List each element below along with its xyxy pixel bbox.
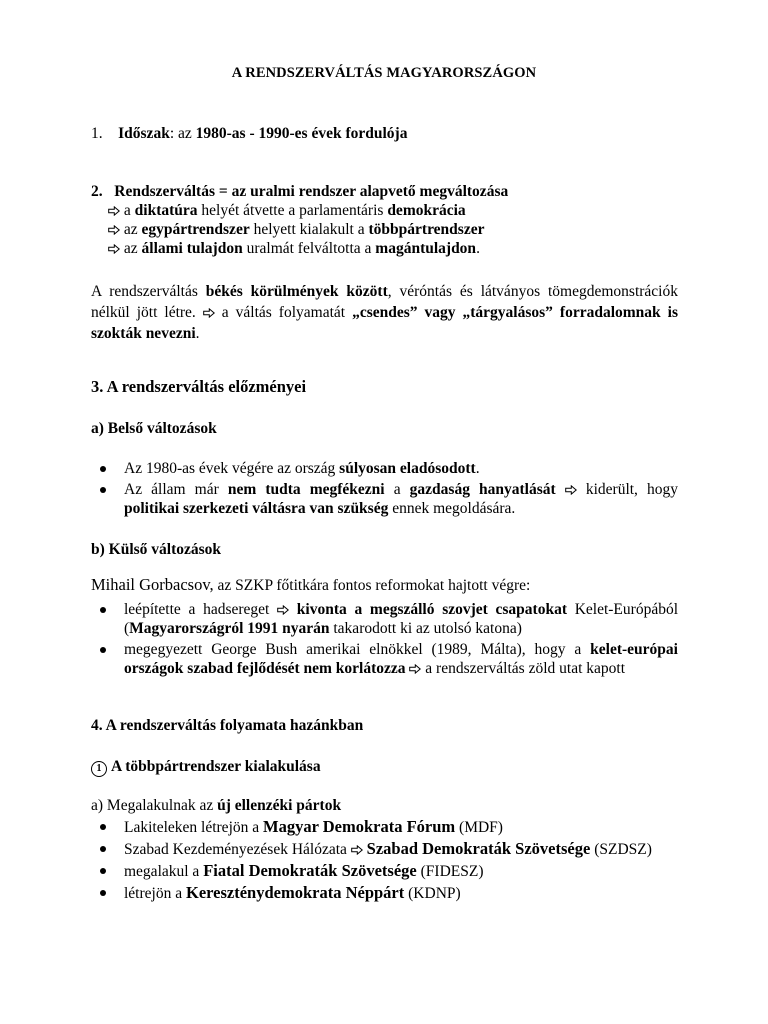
list-item <box>91 861 678 881</box>
party-list <box>91 817 678 903</box>
list-item <box>91 839 678 859</box>
text: az <box>123 240 142 257</box>
bullet-icon <box>100 466 106 472</box>
arrow-icon <box>108 225 120 235</box>
list-item <box>91 640 678 678</box>
section-3b-intro <box>91 575 678 595</box>
term: egypártrendszer <box>141 221 250 238</box>
term: diktatúra <box>134 202 198 219</box>
text: a váltás folyamatát <box>214 304 353 321</box>
text: . <box>195 325 200 342</box>
text: Az állam már <box>124 481 228 498</box>
list-item <box>91 480 678 518</box>
text: ennek megoldására. <box>388 500 516 517</box>
text: létrejön a <box>124 885 186 902</box>
term: gazdaság hanyatlását <box>409 481 556 498</box>
text: , véróntás és látványos tömegdemonstrációk nélkül jött létre. <box>91 283 678 321</box>
term: Magyar Demokrata Fórum <box>263 817 456 836</box>
term: békés körülmények között <box>205 283 388 300</box>
text: helyét átvette a parlamentáris <box>197 202 388 219</box>
text: kiderült, hogy <box>576 481 679 498</box>
section-2 <box>91 182 678 258</box>
bullet-icon <box>100 647 106 653</box>
text: az SZKP főtitkára fontos reformokat hajtott végre: <box>213 577 531 594</box>
bullet-icon <box>100 890 106 896</box>
text: a) Megalakulnak az <box>91 797 218 814</box>
text: A többpártrendszer kialakulása <box>111 758 321 775</box>
term: politikai szerkezeti váltásra van szükség <box>124 500 389 517</box>
text: A rendszerváltás <box>91 283 206 300</box>
bullet-icon <box>100 868 106 874</box>
section-3b-heading: b) Külső változások <box>91 541 222 558</box>
section-3a-heading: a) Belső változások <box>91 420 217 437</box>
list-item <box>91 883 678 903</box>
section-1-label: Időszak <box>118 125 170 142</box>
text: . <box>475 460 480 477</box>
term: kelet-európai országok szabad fejlődését nem korlátozza <box>124 641 678 677</box>
section-2-heading: 2. Rendszerváltás = az uralmi rendszer alapvető megváltozása <box>91 183 509 200</box>
text: helyett kialakult a <box>249 221 369 238</box>
text: az <box>123 221 142 238</box>
term: „csendes” vagy „tárgyalásos” forradalomnak is szokták nevezni <box>91 304 678 342</box>
text: (FIDESZ) <box>416 863 484 880</box>
section-4-intro <box>91 796 678 815</box>
term: többpártrendszer <box>368 221 485 238</box>
text: megalakul a <box>124 863 204 880</box>
text: a <box>123 202 135 219</box>
arrow-icon <box>203 308 215 318</box>
list-item <box>91 459 678 478</box>
text: (KDNP) <box>404 885 461 902</box>
arrow-icon <box>409 664 421 674</box>
term: magántulajdon <box>375 240 477 257</box>
text: Az 1980-as évek végére az ország <box>124 460 340 477</box>
section-1-text: : az <box>169 125 196 142</box>
term: Szabad Demokraták Szövetsége <box>366 839 591 858</box>
text: (SZDSZ) <box>590 841 652 858</box>
section-2-line-1 <box>91 201 678 220</box>
list-item <box>91 817 678 837</box>
arrow-icon <box>565 485 577 495</box>
term: nem tudta megfékezni <box>227 481 385 498</box>
term: súlyosan eladósodott <box>339 460 476 477</box>
arrow-icon <box>108 206 120 216</box>
text: Szabad Kezdeményezések Hálózata <box>124 841 351 858</box>
term: új ellenzéki pártok <box>217 797 342 814</box>
bullet-icon <box>100 846 106 852</box>
text: leépítette a hadsereget <box>124 601 278 618</box>
bullet-icon <box>100 607 106 613</box>
section-1 <box>91 124 678 143</box>
text: megegyezett George Bush amerikai elnökkel (1989, Málta), hogy a <box>124 641 591 658</box>
arrow-icon <box>108 244 120 254</box>
term: kivonta a megszálló szovjet csapatokat <box>296 601 567 618</box>
arrow-icon <box>351 845 363 855</box>
text: Lakiteleken létrejön a <box>124 819 264 836</box>
term: állami tulajdon <box>141 240 243 257</box>
section-2-line-3 <box>91 239 678 258</box>
term: Magyarországról 1991 nyarán <box>129 620 330 637</box>
list-item <box>91 600 678 638</box>
summary-paragraph <box>91 281 678 344</box>
bullet-icon <box>100 824 106 830</box>
text: uralmát felváltotta a <box>242 240 376 257</box>
term: Fiatal Demokraták Szövetsége <box>203 861 417 880</box>
term: Kereszténydemokrata Néppárt <box>185 883 405 902</box>
text: . <box>476 240 480 257</box>
section-3a-list <box>91 459 678 518</box>
text: a rendszerváltás zöld utat kapott <box>421 660 625 677</box>
text: Kelet-Európából ( <box>124 601 679 637</box>
term: demokrácia <box>387 202 466 219</box>
section-4-subheading <box>91 757 678 777</box>
text: (MDF) <box>455 819 503 836</box>
bullet-icon <box>100 487 106 493</box>
section-3b-list <box>91 600 678 678</box>
text: a <box>384 481 410 498</box>
section-1-number: 1. <box>91 125 103 142</box>
section-1-value: 1980-as - 1990-es évek fordulója <box>195 125 408 142</box>
text: takarodott ki az utolsó katona) <box>329 620 522 637</box>
section-2-line-2 <box>91 220 678 239</box>
section-4-heading: 4. A rendszerváltás folyamata hazánkban <box>91 717 364 734</box>
person-name: Mihail Gorbacsov, <box>91 575 214 594</box>
section-3-heading: 3. A rendszerváltás előzményei <box>91 377 307 396</box>
document-title: A RENDSZERVÁLTÁS MAGYARORSZÁGON <box>231 65 537 81</box>
circled-number-icon: 1 <box>91 761 107 777</box>
arrow-icon <box>277 605 289 615</box>
